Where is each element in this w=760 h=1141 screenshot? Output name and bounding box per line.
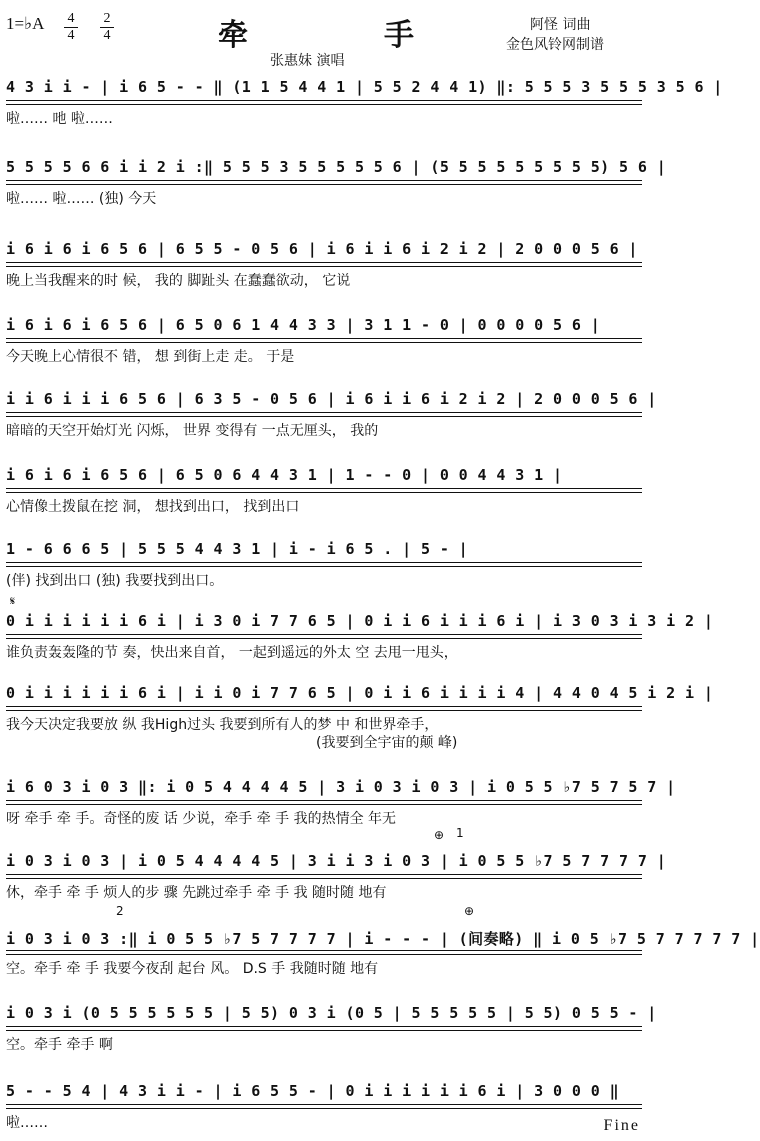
fine-mark: Fine [603, 1117, 640, 1134]
singer: 张惠妹 演唱 [270, 53, 345, 69]
lyric: 我今天决定我要放 纵 我High过头 我要到所有人的梦 中 和世界牵手， [6, 717, 439, 733]
lyric: 啦…… [6, 1115, 48, 1131]
beam [6, 488, 642, 493]
transcriber: 金色风铃网制谱 [506, 37, 604, 53]
key-signature: 1=♭A [6, 14, 45, 33]
time-numerator: 4 [67, 11, 75, 26]
staff-line-3 [6, 240, 642, 289]
staff-line-1 [6, 78, 723, 127]
beam [6, 950, 642, 955]
beam [6, 800, 642, 805]
beam [6, 412, 642, 417]
beam [6, 562, 642, 567]
lyric: 谁负责轰轰隆的节 奏，快出来自首， 一起到遥远的外太 空 去甩一甩头， [6, 645, 458, 661]
lyric: 空。牵手 牵手 啊 [6, 1037, 113, 1053]
time-numerator: 2 [103, 11, 111, 26]
coda-sign-2: ⊕ [464, 904, 475, 918]
notation: i 6 i 6 i 6 5 6 | 6 5 5 - 0 5 6 | i 6 i i 6 i 2 i 2 | 2 0 0 0 5 6 | [6, 240, 638, 258]
notation: i 0 3 i 0 3 | i 0 5 4 4 4 4 5 | 3 i i 3 i 0 3 | i 0 5 5 ♭7 5 7 7 7 7 | [6, 852, 667, 870]
lyric: 心情像土拨鼠在挖 洞， 想找到出口， 找到出口 [6, 499, 300, 515]
notation: i 0 3 i (0 5 5 5 5 5 5 | 5 5) 0 3 i (0 5 | 5 5 5 5 5 | 5 5) 0 5 5 - | [6, 1004, 657, 1022]
song-title-char-2: 手 [384, 18, 416, 53]
lyric: 空。牵手 牵 手 我要今夜刮 起台 风。 D.S 手 我随时随 地有 [6, 961, 379, 977]
staff-line-13 [6, 1004, 657, 1053]
lyric: 呀 牵手 牵 手。奇怪的废 话 少说，牵手 牵 手 我的热情全 年无 [6, 811, 397, 827]
volta-1-label: 1 [456, 826, 464, 840]
lyric: 休，牵手 牵 手 烦人的步 骤 先跳过牵手 牵 手 我 随时随 地有 [6, 885, 387, 901]
segno-sign: 𝄋 [10, 594, 16, 608]
lyric-alt: (我要到全宇宙的颠 峰) [316, 735, 458, 751]
lyric: (伴) 找到出口 (独) 我要找到出口。 [6, 573, 224, 589]
coda-sign: ⊕ [434, 828, 445, 842]
beam [6, 1104, 642, 1109]
notation: i 6 i 6 i 6 5 6 | 6 5 0 6 4 4 3 1 | 1 - - 0 | 0 0 4 4 3 1 | [6, 466, 563, 484]
beam [6, 262, 642, 267]
time-signature-4-4 [64, 12, 78, 43]
notation: i 6 0 3 i 0 3 ‖: i 0 5 4 4 4 4 5 | 3 i 0 3 i 0 3 | i 0 5 5 ♭7 5 7 5 7 | [6, 778, 676, 796]
staff-line-12 [6, 904, 760, 977]
lyric: 啦…… 吔 啦…… [6, 111, 113, 127]
beam [6, 1026, 642, 1031]
notation: 0 i i i i i i 6 i | i i 0 i 7 7 6 5 | 0 i i 6 i i i i 4 | 4 4 0 4 5 i 2 i | [6, 684, 714, 702]
notation: i i 6 i i i 6 5 6 | 6 3 5 - 0 5 6 | i 6 i i 6 i 2 i 2 | 2 0 0 0 5 6 | [6, 390, 657, 408]
beam [6, 874, 642, 879]
time-denominator: 4 [103, 28, 111, 43]
staff-line-6 [6, 466, 642, 515]
beam [6, 706, 642, 711]
staff-line-10 [6, 778, 676, 827]
notation: 5 - - 5 4 | 4 3 i i - | i 6 5 5 - | 0 i i i i i i 6 i | 3 0 0 0 ‖ [6, 1082, 619, 1100]
lyric: 啦…… 啦…… (独) 今天 [6, 191, 157, 207]
beam [6, 634, 642, 639]
notation: 4 3 i i - | i 6 5 - - ‖ (1 1 5 4 4 1 | 5 5 2 4 4 1) ‖: 5 5 5 3 5 5 5 3 5 6 | [6, 78, 723, 96]
lyric: 暗暗的天空开始灯光 闪烁， 世界 变得有 一点无厘头， 我的 [6, 423, 379, 439]
staff-line-9 [6, 684, 714, 751]
volta-2-label: 2 [116, 904, 124, 918]
notation: 1 - 6 6 6 5 | 5 5 5 4 4 3 1 | i - i 6 5 . | 5 - | [6, 540, 469, 558]
notation: 0 i i i i i i 6 i | i 3 0 i 7 7 6 5 | 0 i i 6 i i i 6 i | i 3 0 3 i 3 i 2 | [6, 612, 714, 630]
staff-line-14 [6, 1082, 642, 1131]
staff-line-8 [6, 594, 714, 661]
staff-line-2 [6, 158, 667, 207]
lyric: 晚上当我醒来的时 候， 我的 脚趾头 在蠢蠢欲动， 它说 [6, 273, 351, 289]
song-title-char-1: 牵 [218, 18, 250, 53]
notation: i 6 i 6 i 6 5 6 | 6 5 0 6 1 4 4 3 3 | 3 1 1 - 0 | 0 0 0 0 5 6 | [6, 316, 601, 334]
staff-line-7 [6, 540, 642, 589]
beam [6, 180, 642, 185]
staff-line-4 [6, 316, 642, 365]
staff-line-5 [6, 390, 657, 439]
time-denominator: 4 [67, 28, 75, 43]
beam [6, 100, 642, 105]
beam [6, 338, 642, 343]
lyricist-composer: 阿怪 词曲 [530, 17, 591, 33]
lyric: 今天晚上心情很不 错， 想 到街上走 走。 于是 [6, 349, 295, 365]
notation: i 0 3 i 0 3 :‖ i 0 5 5 ♭7 5 7 7 7 7 | i - - - | (间奏略) ‖ i 0 5 ♭7 5 7 7 7 7 7 | [6, 930, 760, 948]
notation: 5 5 5 5 6 6 i i 2 i :‖ 5 5 5 3 5 5 5 5 5 6 | (5 5 5 5 5 5 5 5 5) 5 6 | [6, 158, 667, 176]
staff-line-11 [6, 826, 667, 901]
time-signature-2-4 [100, 12, 114, 43]
